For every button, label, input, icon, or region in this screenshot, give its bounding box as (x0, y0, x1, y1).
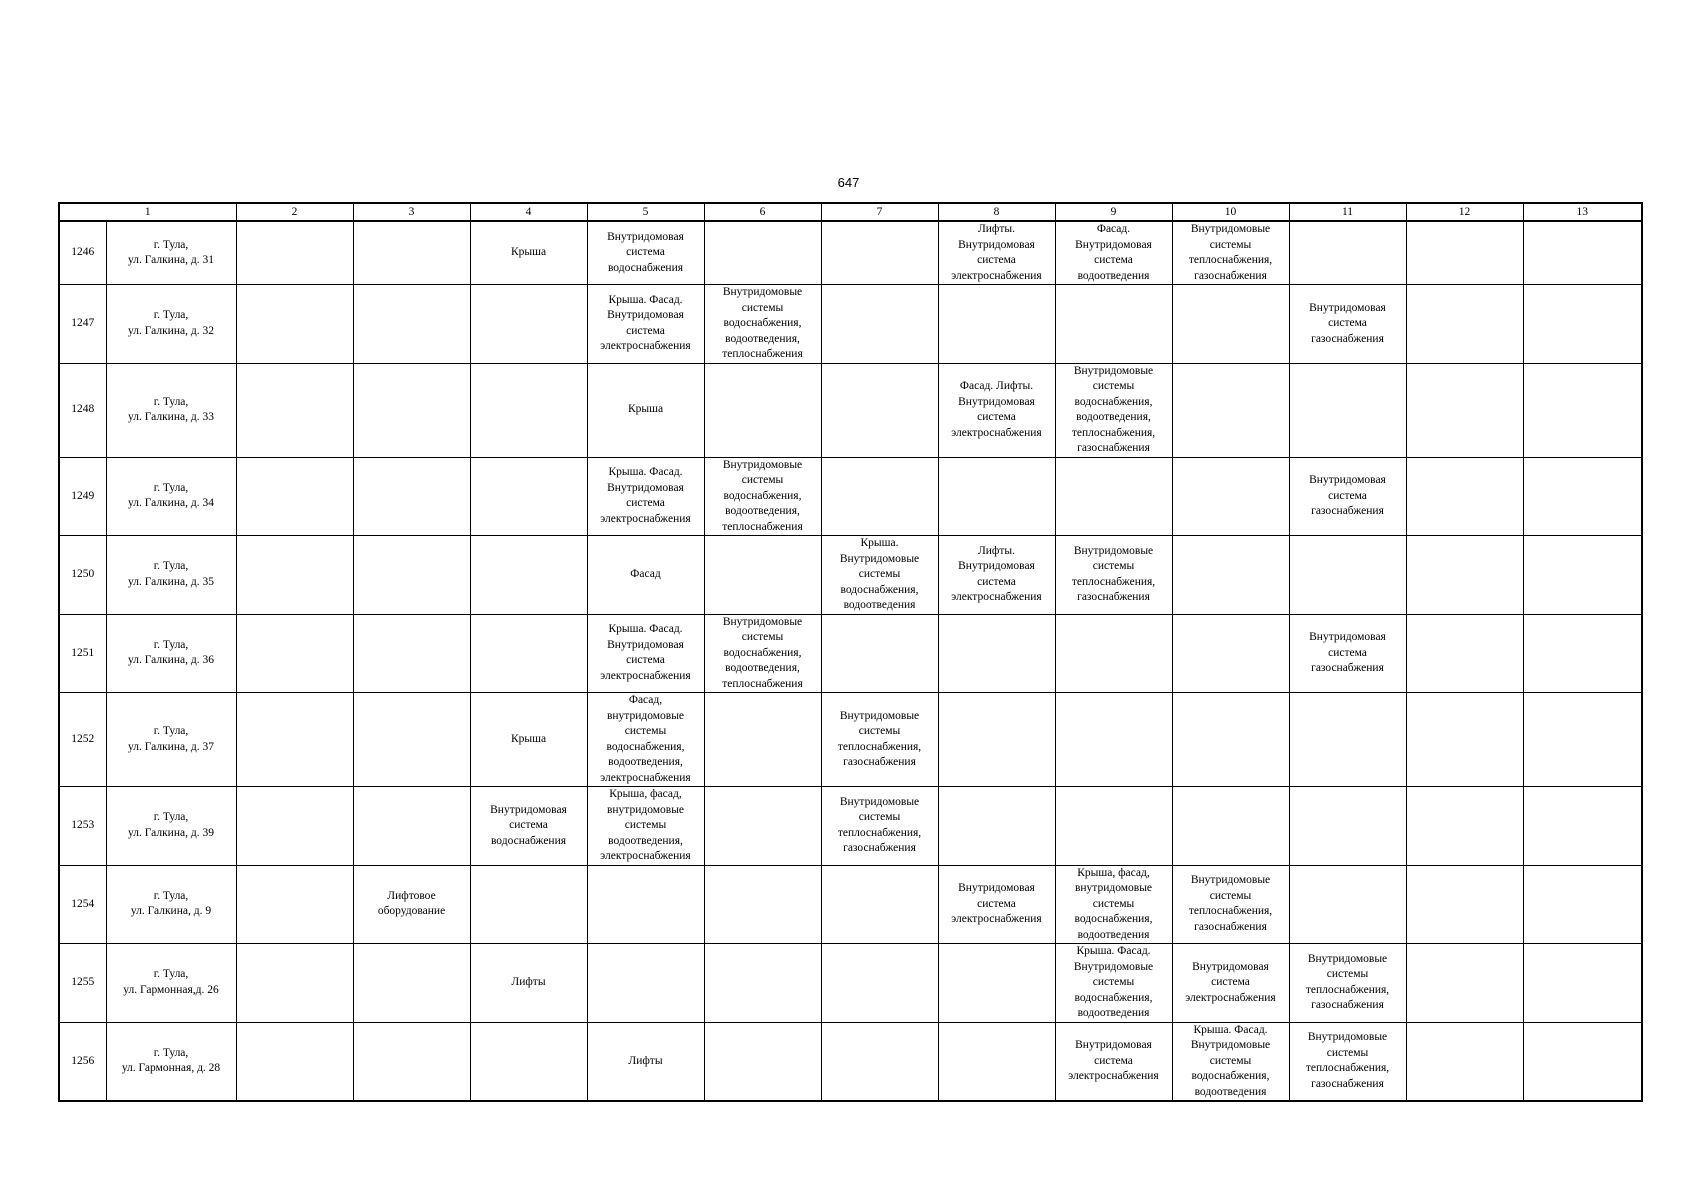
work-cell-col-8 (938, 285, 1055, 364)
work-cell-col-13 (1523, 363, 1642, 457)
row-number: 1246 (59, 221, 106, 285)
work-cell-col-5: Крыша, фасад, внутридомовые системы водоотведения, электроснабжения (587, 787, 704, 866)
work-cell-col-7 (821, 1022, 938, 1101)
work-cell-col-10 (1172, 457, 1289, 536)
work-cell-col-5: Крыша. Фасад. Внутридомовая система электроснабжения (587, 457, 704, 536)
work-cell-col-10: Внутридомовые системы теплоснабжения, газоснабжения (1172, 865, 1289, 944)
work-cell-col-10: Внутридомовая система электроснабжения (1172, 944, 1289, 1023)
column-header-12: 12 (1406, 203, 1523, 221)
work-cell-col-3 (353, 693, 470, 787)
page-number: 647 (837, 175, 860, 190)
work-cell-col-9: Внутридомовая система электроснабжения (1055, 1022, 1172, 1101)
column-header-5: 5 (587, 203, 704, 221)
work-cell-col-12 (1406, 865, 1523, 944)
table-row (59, 1022, 1642, 1101)
work-cell-col-4: Крыша (470, 693, 587, 787)
address-cell: г. Тула, ул. Галкина, д. 35 (106, 536, 236, 615)
work-cell-col-4 (470, 285, 587, 364)
work-cell-col-10 (1172, 285, 1289, 364)
table-row (59, 693, 1642, 787)
table-row (59, 944, 1642, 1023)
work-cell-col-3 (353, 787, 470, 866)
work-cell-col-5: Крыша. Фасад. Внутридомовая система электроснабжения (587, 285, 704, 364)
work-cell-col-12 (1406, 614, 1523, 693)
work-cell-col-7 (821, 865, 938, 944)
row-number: 1247 (59, 285, 106, 364)
work-cell-col-2 (236, 363, 353, 457)
repair-schedule-table (58, 202, 1643, 1102)
work-cell-col-11: Внутридомовые системы теплоснабжения, газоснабжения (1289, 1022, 1406, 1101)
work-cell-col-4 (470, 865, 587, 944)
work-cell-col-6: Внутридомовые системы водоснабжения, водоотведения, теплоснабжения (704, 457, 821, 536)
work-cell-col-5: Фасад, внутридомовые системы водоснабжения, водоотведения, электроснабжения (587, 693, 704, 787)
work-cell-col-7: Внутридомовые системы теплоснабжения, газоснабжения (821, 693, 938, 787)
work-cell-col-10: Внутридомовые системы теплоснабжения, газоснабжения (1172, 221, 1289, 285)
work-cell-col-5: Крыша (587, 363, 704, 457)
table-row (59, 285, 1642, 364)
work-cell-col-10 (1172, 614, 1289, 693)
work-cell-col-11 (1289, 363, 1406, 457)
work-cell-col-5 (587, 944, 704, 1023)
work-cell-col-13 (1523, 944, 1642, 1023)
work-cell-col-2 (236, 693, 353, 787)
work-cell-col-9 (1055, 614, 1172, 693)
work-cell-col-4: Внутридомовая система водоснабжения (470, 787, 587, 866)
column-header-13: 13 (1523, 203, 1642, 221)
work-cell-col-5: Внутридомовая система водоснабжения (587, 221, 704, 285)
row-number: 1252 (59, 693, 106, 787)
work-cell-col-11: Внутридомовые системы теплоснабжения, газоснабжения (1289, 944, 1406, 1023)
address-cell: г. Тула, ул. Галкина, д. 39 (106, 787, 236, 866)
work-cell-col-12 (1406, 285, 1523, 364)
work-cell-col-2 (236, 221, 353, 285)
work-cell-col-6 (704, 363, 821, 457)
row-number: 1255 (59, 944, 106, 1023)
work-cell-col-2 (236, 944, 353, 1023)
work-cell-col-9: Крыша. Фасад. Внутридомовые системы водоснабжения, водоотведения (1055, 944, 1172, 1023)
table-body (59, 221, 1642, 1101)
work-cell-col-6: Внутридомовые системы водоснабжения, водоотведения, теплоснабжения (704, 285, 821, 364)
work-cell-col-9: Внутридомовые системы водоснабжения, водоотведения, теплоснабжения, газоснабжения (1055, 363, 1172, 457)
work-cell-col-5 (587, 865, 704, 944)
work-cell-col-9 (1055, 787, 1172, 866)
work-cell-col-4 (470, 457, 587, 536)
work-cell-col-2 (236, 614, 353, 693)
work-cell-col-3: Лифтовое оборудование (353, 865, 470, 944)
work-cell-col-6 (704, 693, 821, 787)
column-header-6: 6 (704, 203, 821, 221)
work-cell-col-8 (938, 614, 1055, 693)
work-cell-col-12 (1406, 457, 1523, 536)
work-cell-col-2 (236, 536, 353, 615)
work-cell-col-4 (470, 1022, 587, 1101)
work-cell-col-2 (236, 1022, 353, 1101)
table-row (59, 536, 1642, 615)
address-cell: г. Тула, ул. Гармонная, д. 28 (106, 1022, 236, 1101)
work-cell-col-4 (470, 536, 587, 615)
work-cell-col-10 (1172, 363, 1289, 457)
column-header-11: 11 (1289, 203, 1406, 221)
row-number: 1251 (59, 614, 106, 693)
work-cell-col-13 (1523, 536, 1642, 615)
work-cell-col-12 (1406, 944, 1523, 1023)
work-cell-col-9: Крыша, фасад, внутридомовые системы водоснабжения, водоотведения (1055, 865, 1172, 944)
column-header-7: 7 (821, 203, 938, 221)
work-cell-col-3 (353, 457, 470, 536)
work-cell-col-6 (704, 787, 821, 866)
address-cell: г. Тула, ул. Галкина, д. 31 (106, 221, 236, 285)
work-cell-col-11 (1289, 221, 1406, 285)
work-cell-col-11: Внутридомовая система газоснабжения (1289, 457, 1406, 536)
work-cell-col-6 (704, 944, 821, 1023)
address-cell: г. Тула, ул. Галкина, д. 33 (106, 363, 236, 457)
work-cell-col-8 (938, 1022, 1055, 1101)
address-cell: г. Тула, ул. Галкина, д. 32 (106, 285, 236, 364)
work-cell-col-3 (353, 536, 470, 615)
column-header-2: 2 (236, 203, 353, 221)
work-cell-col-12 (1406, 221, 1523, 285)
work-cell-col-8 (938, 693, 1055, 787)
address-cell: г. Тула, ул. Галкина, д. 9 (106, 865, 236, 944)
work-cell-col-13 (1523, 221, 1642, 285)
column-header-3: 3 (353, 203, 470, 221)
work-cell-col-7: Крыша. Внутридомовые системы водоснабжения, водоотведения (821, 536, 938, 615)
row-number: 1254 (59, 865, 106, 944)
work-cell-col-2 (236, 865, 353, 944)
table-header (59, 203, 1642, 221)
work-cell-col-4: Крыша (470, 221, 587, 285)
work-cell-col-11 (1289, 865, 1406, 944)
work-cell-col-2 (236, 457, 353, 536)
address-cell: г. Тула, ул. Галкина, д. 36 (106, 614, 236, 693)
row-number: 1250 (59, 536, 106, 615)
work-cell-col-7 (821, 285, 938, 364)
column-header-1: 1 (59, 203, 236, 221)
work-cell-col-3 (353, 363, 470, 457)
work-cell-col-10 (1172, 536, 1289, 615)
row-number: 1248 (59, 363, 106, 457)
work-cell-col-9 (1055, 285, 1172, 364)
work-cell-col-6 (704, 221, 821, 285)
work-cell-col-9 (1055, 457, 1172, 536)
work-cell-col-11 (1289, 787, 1406, 866)
work-cell-col-8: Фасад. Лифты. Внутридомовая система электроснабжения (938, 363, 1055, 457)
work-cell-col-12 (1406, 1022, 1523, 1101)
work-cell-col-3 (353, 944, 470, 1023)
column-header-9: 9 (1055, 203, 1172, 221)
work-cell-col-4 (470, 363, 587, 457)
work-cell-col-8: Внутридомовая система электроснабжения (938, 865, 1055, 944)
work-cell-col-9: Внутридомовые системы теплоснабжения, газоснабжения (1055, 536, 1172, 615)
address-cell: г. Тула, ул. Галкина, д. 37 (106, 693, 236, 787)
row-number: 1256 (59, 1022, 106, 1101)
work-cell-col-13 (1523, 457, 1642, 536)
column-number-row (59, 203, 1642, 221)
work-cell-col-13 (1523, 787, 1642, 866)
work-cell-col-10: Крыша. Фасад. Внутридомовые системы водоснабжения, водоотведения (1172, 1022, 1289, 1101)
table-row (59, 787, 1642, 866)
work-cell-col-3 (353, 614, 470, 693)
work-cell-col-13 (1523, 285, 1642, 364)
work-cell-col-3 (353, 285, 470, 364)
work-cell-col-13 (1523, 693, 1642, 787)
work-cell-col-9: Фасад. Внутридомовая система водоотведения (1055, 221, 1172, 285)
work-cell-col-9 (1055, 693, 1172, 787)
work-cell-col-10 (1172, 787, 1289, 866)
work-cell-col-13 (1523, 865, 1642, 944)
work-cell-col-13 (1523, 1022, 1642, 1101)
work-cell-col-3 (353, 1022, 470, 1101)
table-row (59, 363, 1642, 457)
work-cell-col-7: Внутридомовые системы теплоснабжения, газоснабжения (821, 787, 938, 866)
work-cell-col-11 (1289, 693, 1406, 787)
work-cell-col-7 (821, 363, 938, 457)
row-number: 1249 (59, 457, 106, 536)
work-cell-col-6 (704, 865, 821, 944)
work-cell-col-13 (1523, 614, 1642, 693)
work-cell-col-7 (821, 457, 938, 536)
column-header-4: 4 (470, 203, 587, 221)
work-cell-col-12 (1406, 536, 1523, 615)
address-cell: г. Тула, ул. Гармонная,д. 26 (106, 944, 236, 1023)
work-cell-col-12 (1406, 693, 1523, 787)
table-row (59, 865, 1642, 944)
table-row (59, 614, 1642, 693)
work-cell-col-7 (821, 221, 938, 285)
work-cell-col-5: Фасад (587, 536, 704, 615)
work-cell-col-11: Внутридомовая система газоснабжения (1289, 614, 1406, 693)
work-cell-col-7 (821, 614, 938, 693)
work-cell-col-8 (938, 944, 1055, 1023)
work-cell-col-12 (1406, 363, 1523, 457)
work-cell-col-7 (821, 944, 938, 1023)
work-cell-col-6 (704, 536, 821, 615)
work-cell-col-5: Крыша. Фасад. Внутридомовая система электроснабжения (587, 614, 704, 693)
work-cell-col-4 (470, 614, 587, 693)
work-cell-col-12 (1406, 787, 1523, 866)
work-cell-col-2 (236, 285, 353, 364)
work-cell-col-8: Лифты. Внутридомовая система электроснабжения (938, 221, 1055, 285)
work-cell-col-10 (1172, 693, 1289, 787)
work-cell-col-8 (938, 787, 1055, 866)
work-cell-col-6: Внутридомовые системы водоснабжения, водоотведения, теплоснабжения (704, 614, 821, 693)
table-row (59, 457, 1642, 536)
work-cell-col-11 (1289, 536, 1406, 615)
row-number: 1253 (59, 787, 106, 866)
work-cell-col-4: Лифты (470, 944, 587, 1023)
work-cell-col-8 (938, 457, 1055, 536)
work-cell-col-5: Лифты (587, 1022, 704, 1101)
work-cell-col-6 (704, 1022, 821, 1101)
work-cell-col-2 (236, 787, 353, 866)
table-row (59, 221, 1642, 285)
column-header-10: 10 (1172, 203, 1289, 221)
work-cell-col-11: Внутридомовая система газоснабжения (1289, 285, 1406, 364)
address-cell: г. Тула, ул. Галкина, д. 34 (106, 457, 236, 536)
work-cell-col-8: Лифты. Внутридомовая система электроснабжения (938, 536, 1055, 615)
work-cell-col-3 (353, 221, 470, 285)
column-header-8: 8 (938, 203, 1055, 221)
